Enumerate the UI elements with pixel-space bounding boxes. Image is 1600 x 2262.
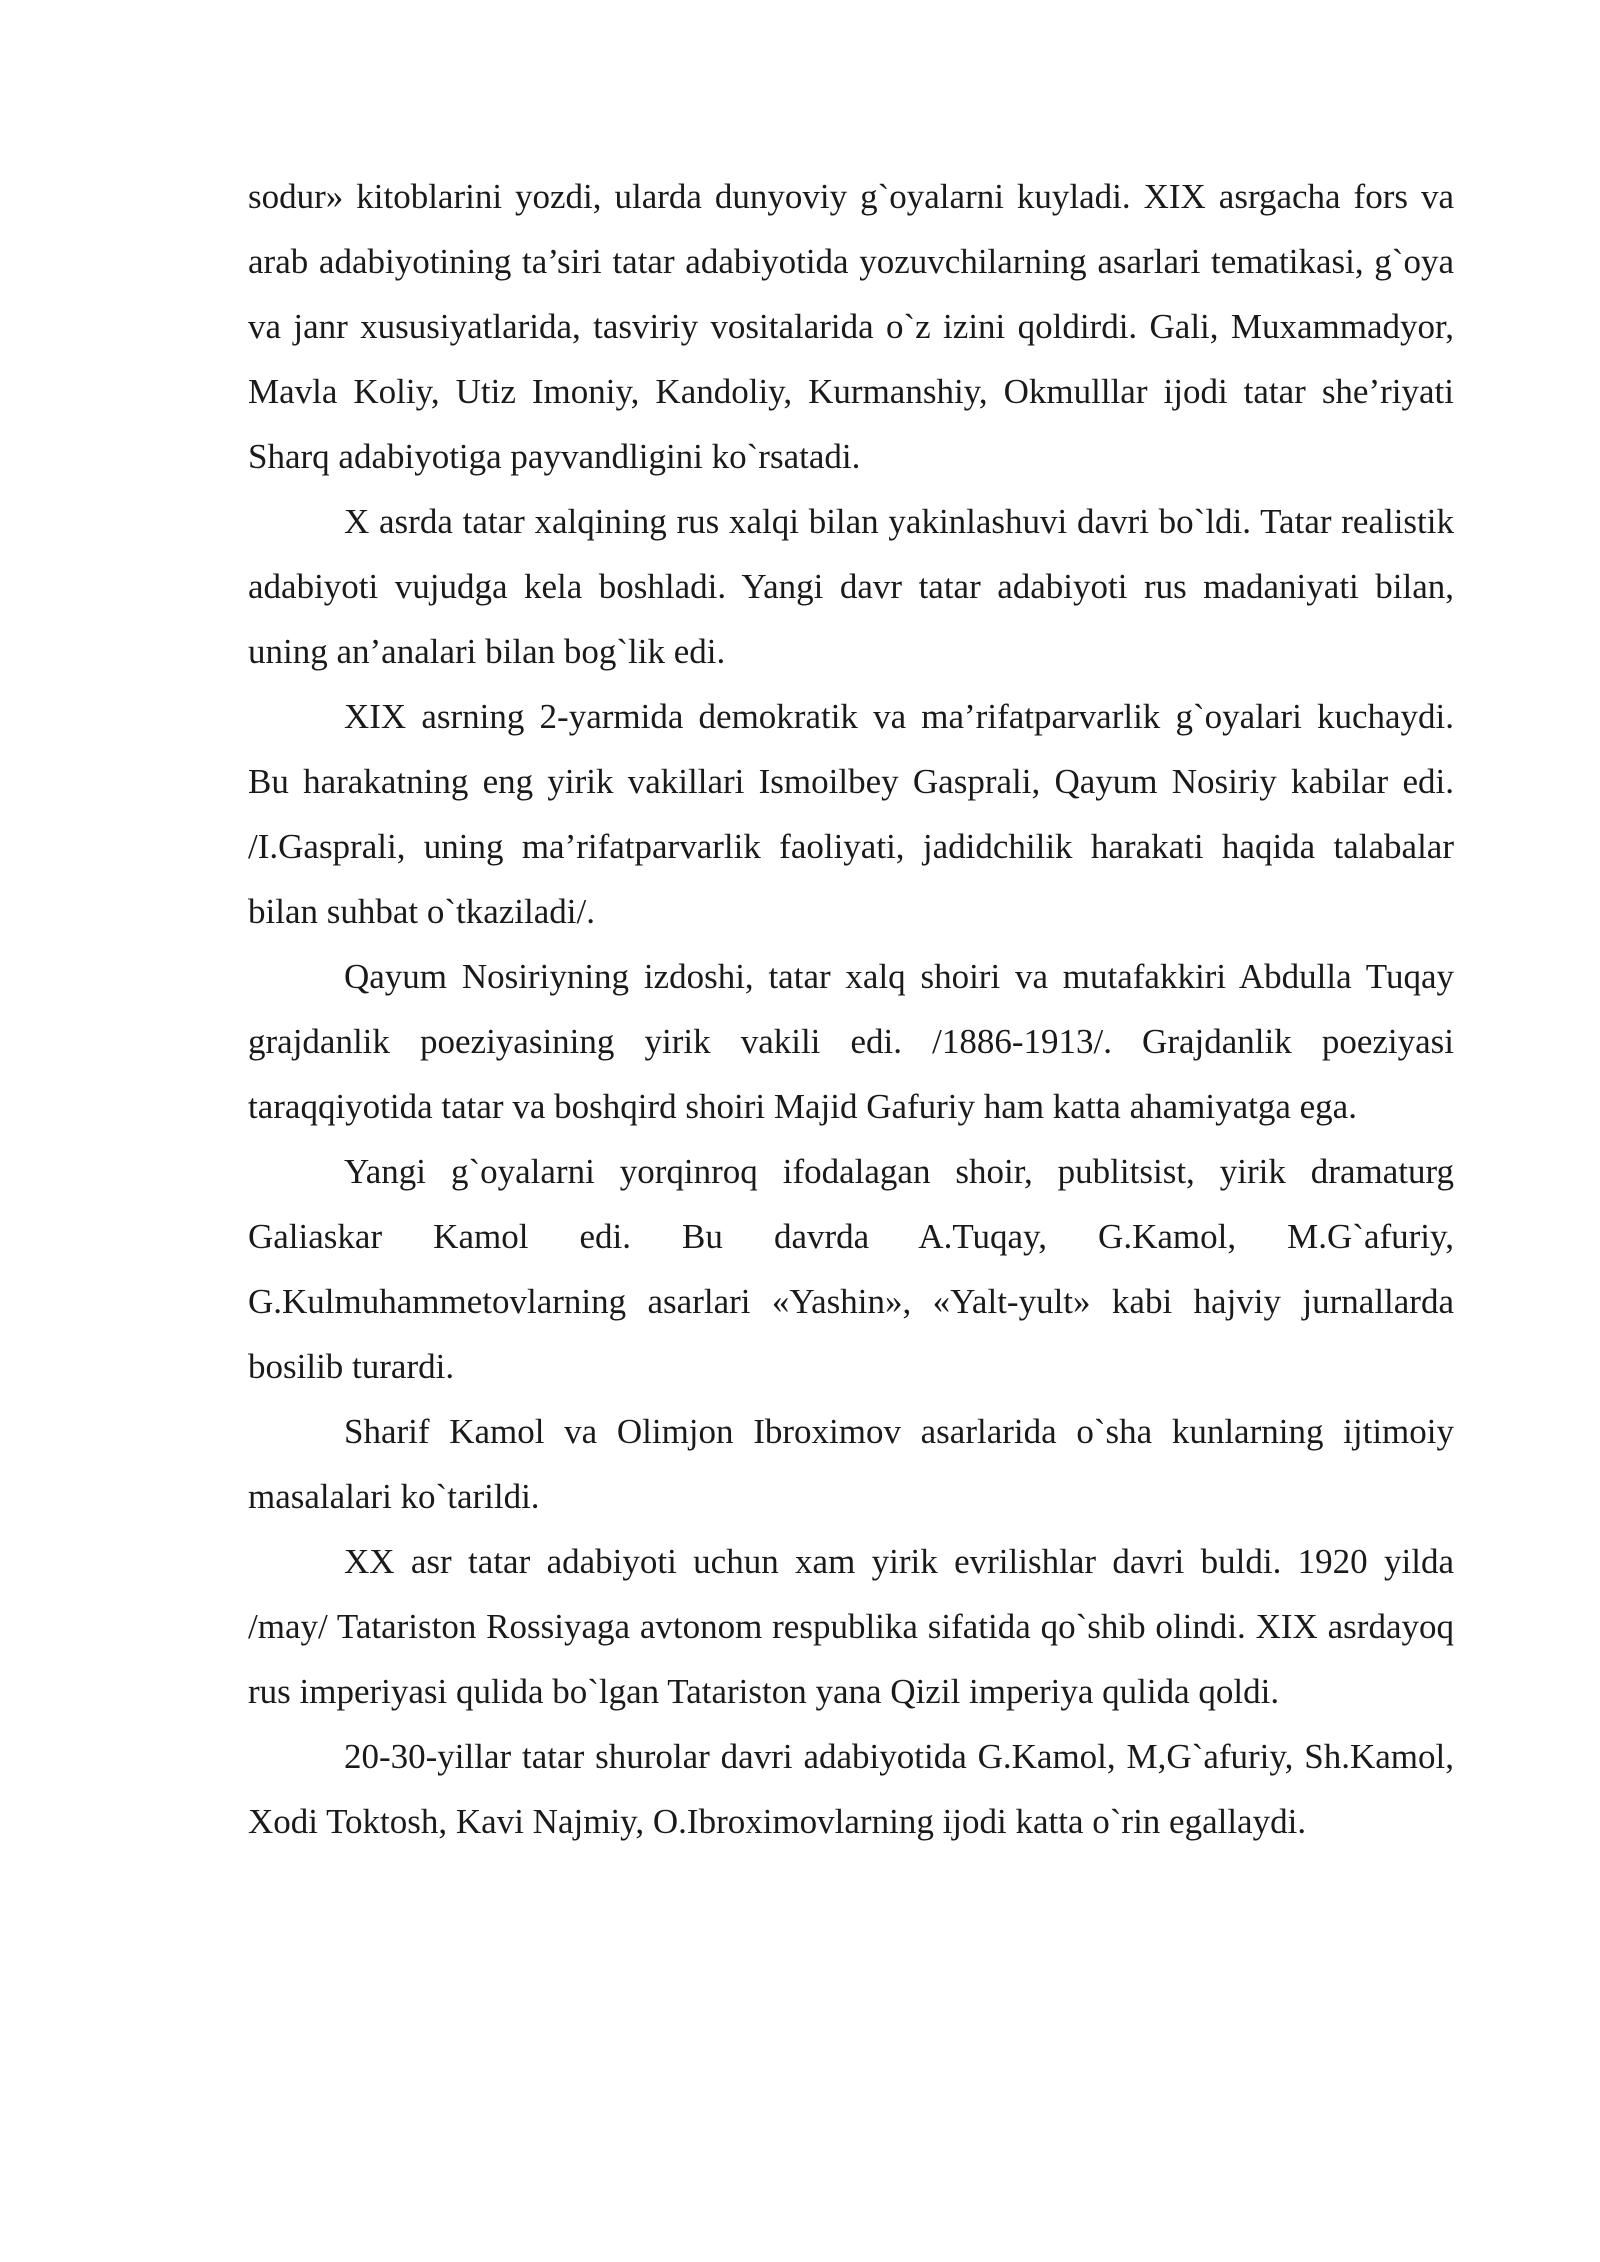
document-body xyxy=(248,164,1454,1854)
paragraph: Qayum Nosiriyning izdoshi, tatar xalq shoiri va mutafakkiri Abdulla Tuqay grajdanlik poeziyasining yirik vakili edi. /1886-1913/. Grajdanlik poeziyasi taraqqiyotida tatar va boshqird shoiri Majid Gafuriy ham katta ahamiyatga ega. xyxy=(248,957,1454,1126)
paragraph: XX asr tatar adabiyoti uchun xam yirik evrilishlar davri buldi. 1920 yilda /may/ Tatariston Rossiyaga avtonom respublika sifatida qo`shib olindi. XIX asrdayoq rus imperiyasi qulida bo`lgan Tatariston yana Qizil imperiya qulida qoldi. xyxy=(248,1542,1454,1711)
paragraph: 20-30-yillar tatar shurolar davri adabiyotida G.Kamol, M,G`afuriy, Sh.Kamol, Xodi Toktosh, Kavi Najmiy, O.Ibroximovlarning ijodi katta o`rin egallaydi. xyxy=(248,1737,1454,1841)
paragraph: Yangi g`oyalarni yorqinroq ifodalagan shoir, publitsist, yirik dramaturg Galiaskar Kamol edi. Bu davrda A.Tuqay, G.Kamol, M.G`afuriy, G.Kulmuhammetovlarning asarlari «Yashin», «Yalt-yult» kabi hajviy jurnallarda bosilib turardi. xyxy=(248,1152,1454,1386)
paragraph: Sharif Kamol va Olimjon Ibroximov asarlarida o`sha kunlarning ijtimoiy masalalari ko`tarildi. xyxy=(248,1412,1454,1516)
paragraph-continuation: sodur» kitoblarini yozdi, ularda dunyoviy g`oyalarni kuyladi. XIX asrgacha fors va arab adabiyotining ta’siri tatar adabiyotida yozuvchilarning asarlari tematikasi, g`oya va janr xususiyatlarida, tasviriy vositalarida o`z izini qoldirdi. Gali, Muxammadyor, Mavla Koliy, Utiz Imoniy, Kandoliy, Kurmanshiy, Okmulllar ijodi tatar she’riyati Sharq adabiyotiga payvandligini ko`rsatadi. xyxy=(248,177,1454,476)
paragraph: XIX asrning 2-yarmida demokratik va ma’rifatparvarlik g`oyalari kuchaydi. Bu harakatning eng yirik vakillari Ismoilbey Gasprali, Qayum Nosiriy kabilar edi. /I.Gasprali, uning ma’rifatparvarlik faoliyati, jadidchilik harakati haqida talabalar bilan suhbat o`tkaziladi/. xyxy=(248,697,1454,931)
paragraph: X asrda tatar xalqining rus xalqi bilan yakinlashuvi davri bo`ldi. Tatar realistik adabiyoti vujudga kela boshladi. Yangi davr tatar adabiyoti rus madaniyati bilan, uning an’analari bilan bog`lik edi. xyxy=(248,502,1454,671)
